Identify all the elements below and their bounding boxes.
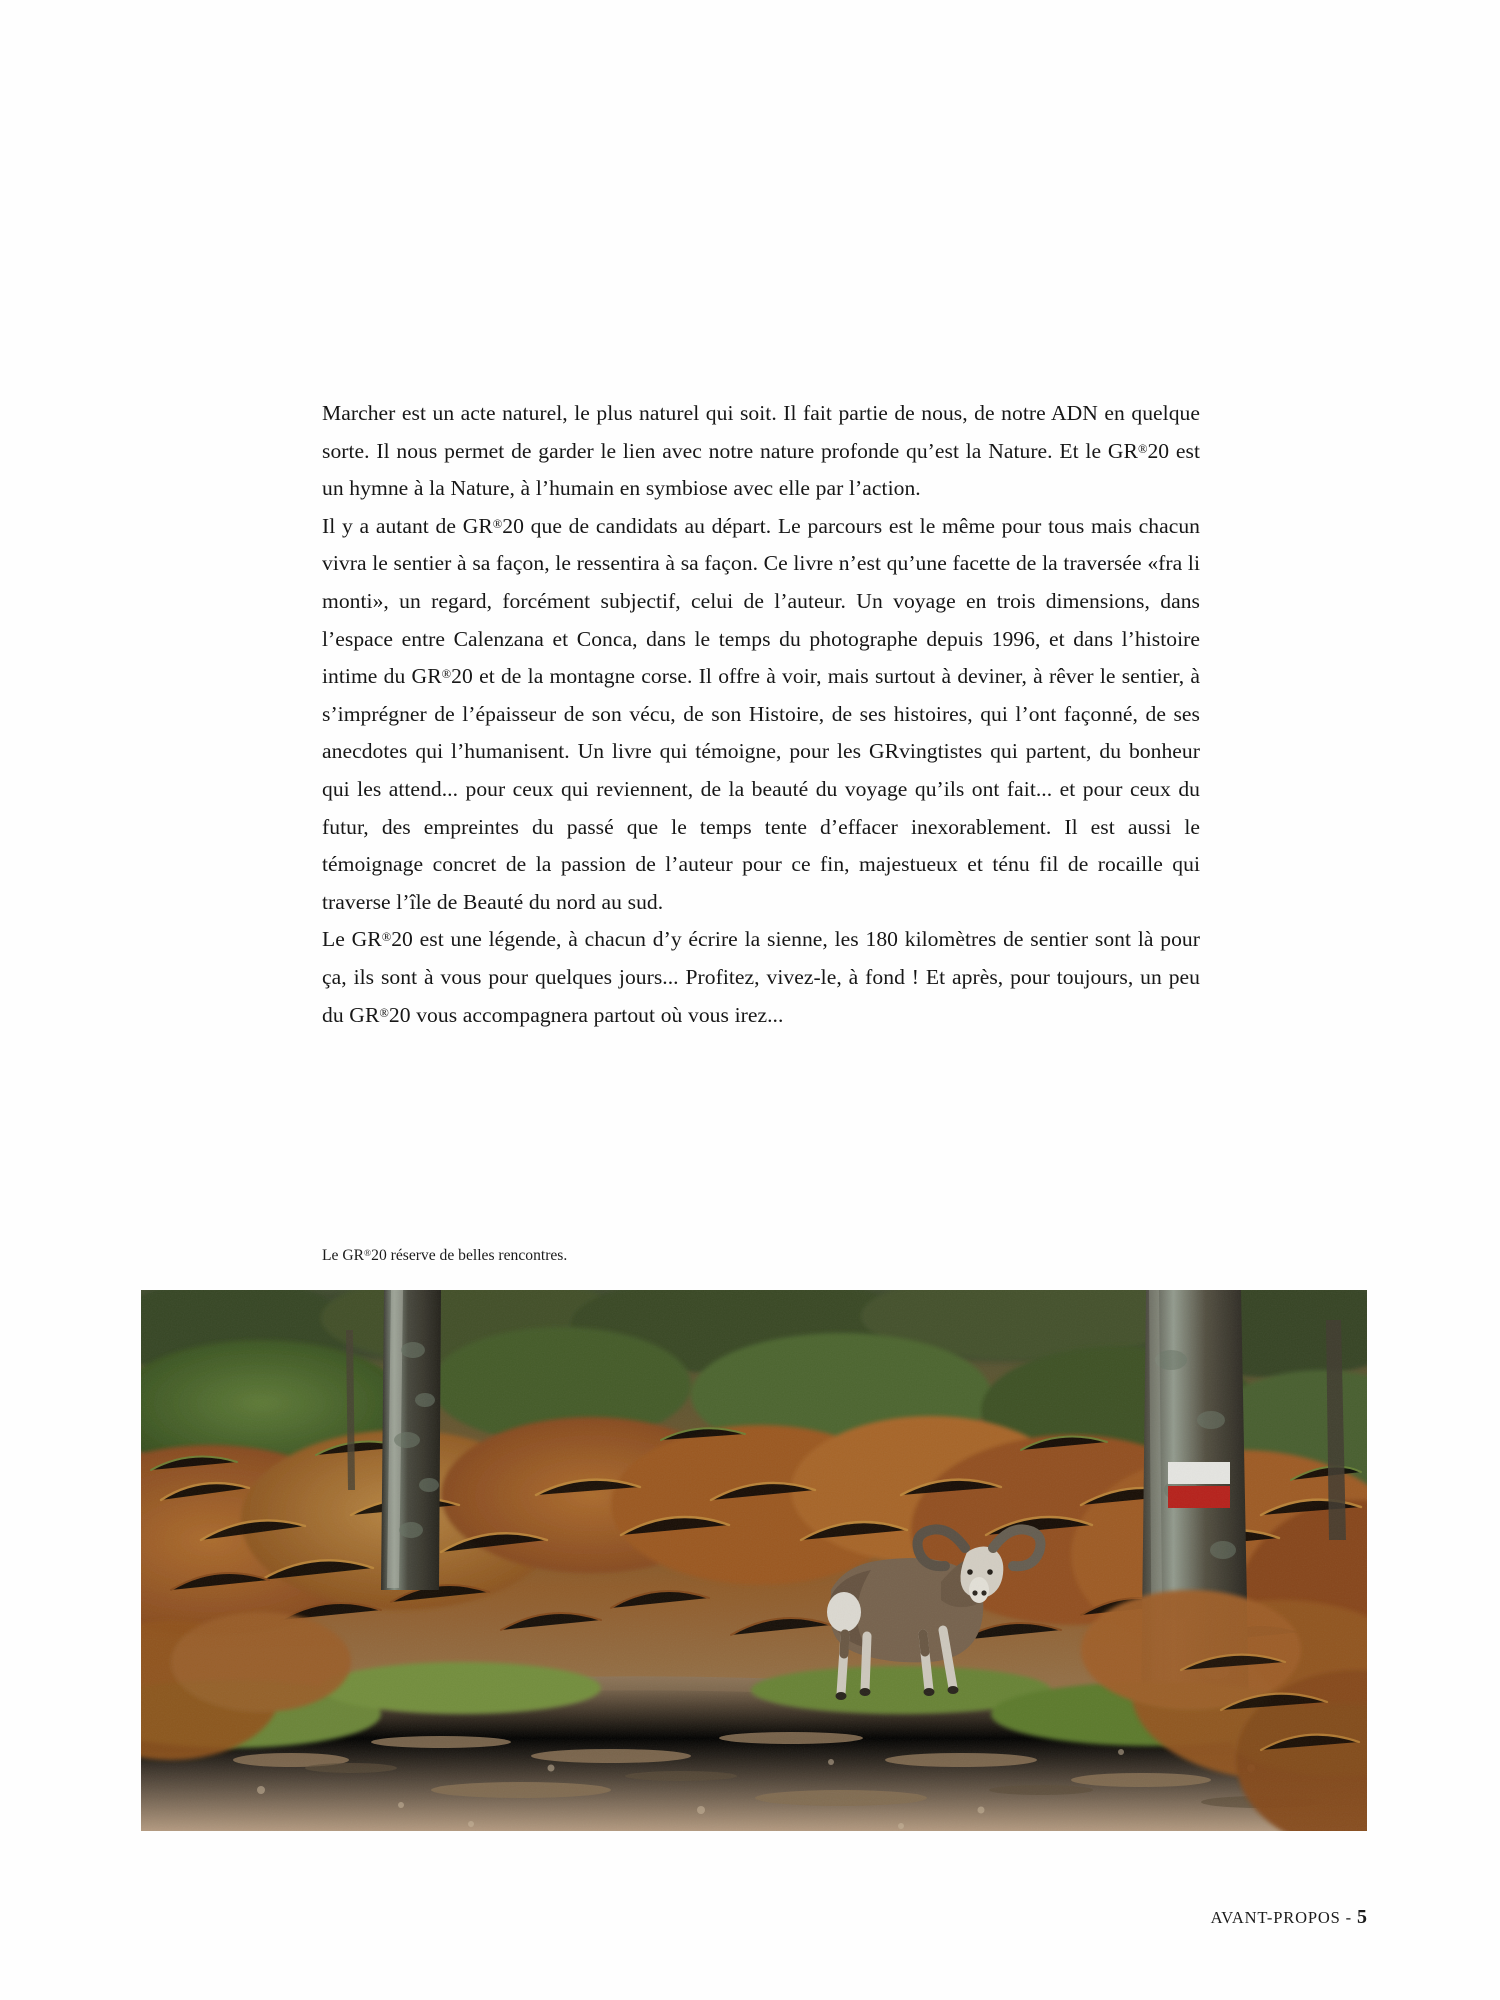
photo-canvas	[141, 1290, 1367, 1831]
figure-photograph	[141, 1290, 1367, 1831]
footer-section-label: AVANT-PROPOS	[1210, 1908, 1341, 1927]
footer-separator: -	[1345, 1908, 1353, 1927]
figure-caption: Le GR®20 réserve de belles rencontres.	[322, 1247, 568, 1264]
paragraph-2: Il y a autant de GR®20 que de candidats au départ. Le parcours est le même pour tous mais chacun vivra le sentier à sa façon, le ressentira à sa façon. Ce livre n’est qu’une facette de la traversée «fra li monti», un regard, forcément subjectif, celui de l’auteur. Un voyage en trois dimensions, dans l’espace entre Calenzana et Conca, dans le temps du photographe depuis 1996, et dans l’histoire intime du GR®20 et de la montagne corse. Il offre à voir, mais surtout à deviner, à rêver le sentier, à s’imprégner de l’épaisseur de son vécu, de son Histoire, de ses histoires, qui l’ont façonné, de ses anecdotes qui l’humanisent. Un livre qui témoigne, pour les GRvingtistes qui partent, du bonheur qui les attend... pour ceux qui reviennent, de la beauté du voyage qu’ils ont fait... et pour ceux du futur, des empreintes du passé que le temps tente d’effacer inexorablement. Il est aussi le témoignage concret de la passion de l’auteur pour ce fin, majestueux et ténu fil de rocaille qui traverse l’île de Beauté du nord au sud.	[322, 513, 1200, 914]
page-number: 5	[1357, 1906, 1367, 1928]
registered-mark-icon: ®	[364, 1249, 372, 1260]
registered-mark-icon: ®	[492, 516, 503, 531]
registered-mark-icon: ®	[379, 1005, 389, 1020]
body-text-column	[322, 395, 1200, 1034]
page-footer	[1211, 1906, 1367, 1929]
paragraph-3: Le GR®20 est une légende, à chacun d’y écrire la sienne, les 180 kilomètres de sentier sont là pour ça, ils sont à vous pour quelques jours... Profitez, vivez-le, à fond ! Et après, pour toujours, un peu du GR®20 vous accompagnera partout où vous irez...	[322, 927, 1200, 1027]
paragraph-1: Marcher est un acte naturel, le plus naturel qui soit. Il fait partie de nous, de notre ADN en quelque sorte. Il nous permet de garder le lien avec notre nature profonde qu’est la Nature. Et le GR®20 est un hymne à la Nature, à l’humain en symbiose avec elle par l’action.	[322, 401, 1200, 501]
registered-mark-icon: ®	[1137, 441, 1148, 456]
registered-mark-icon: ®	[441, 666, 452, 681]
registered-mark-icon: ®	[381, 930, 392, 945]
